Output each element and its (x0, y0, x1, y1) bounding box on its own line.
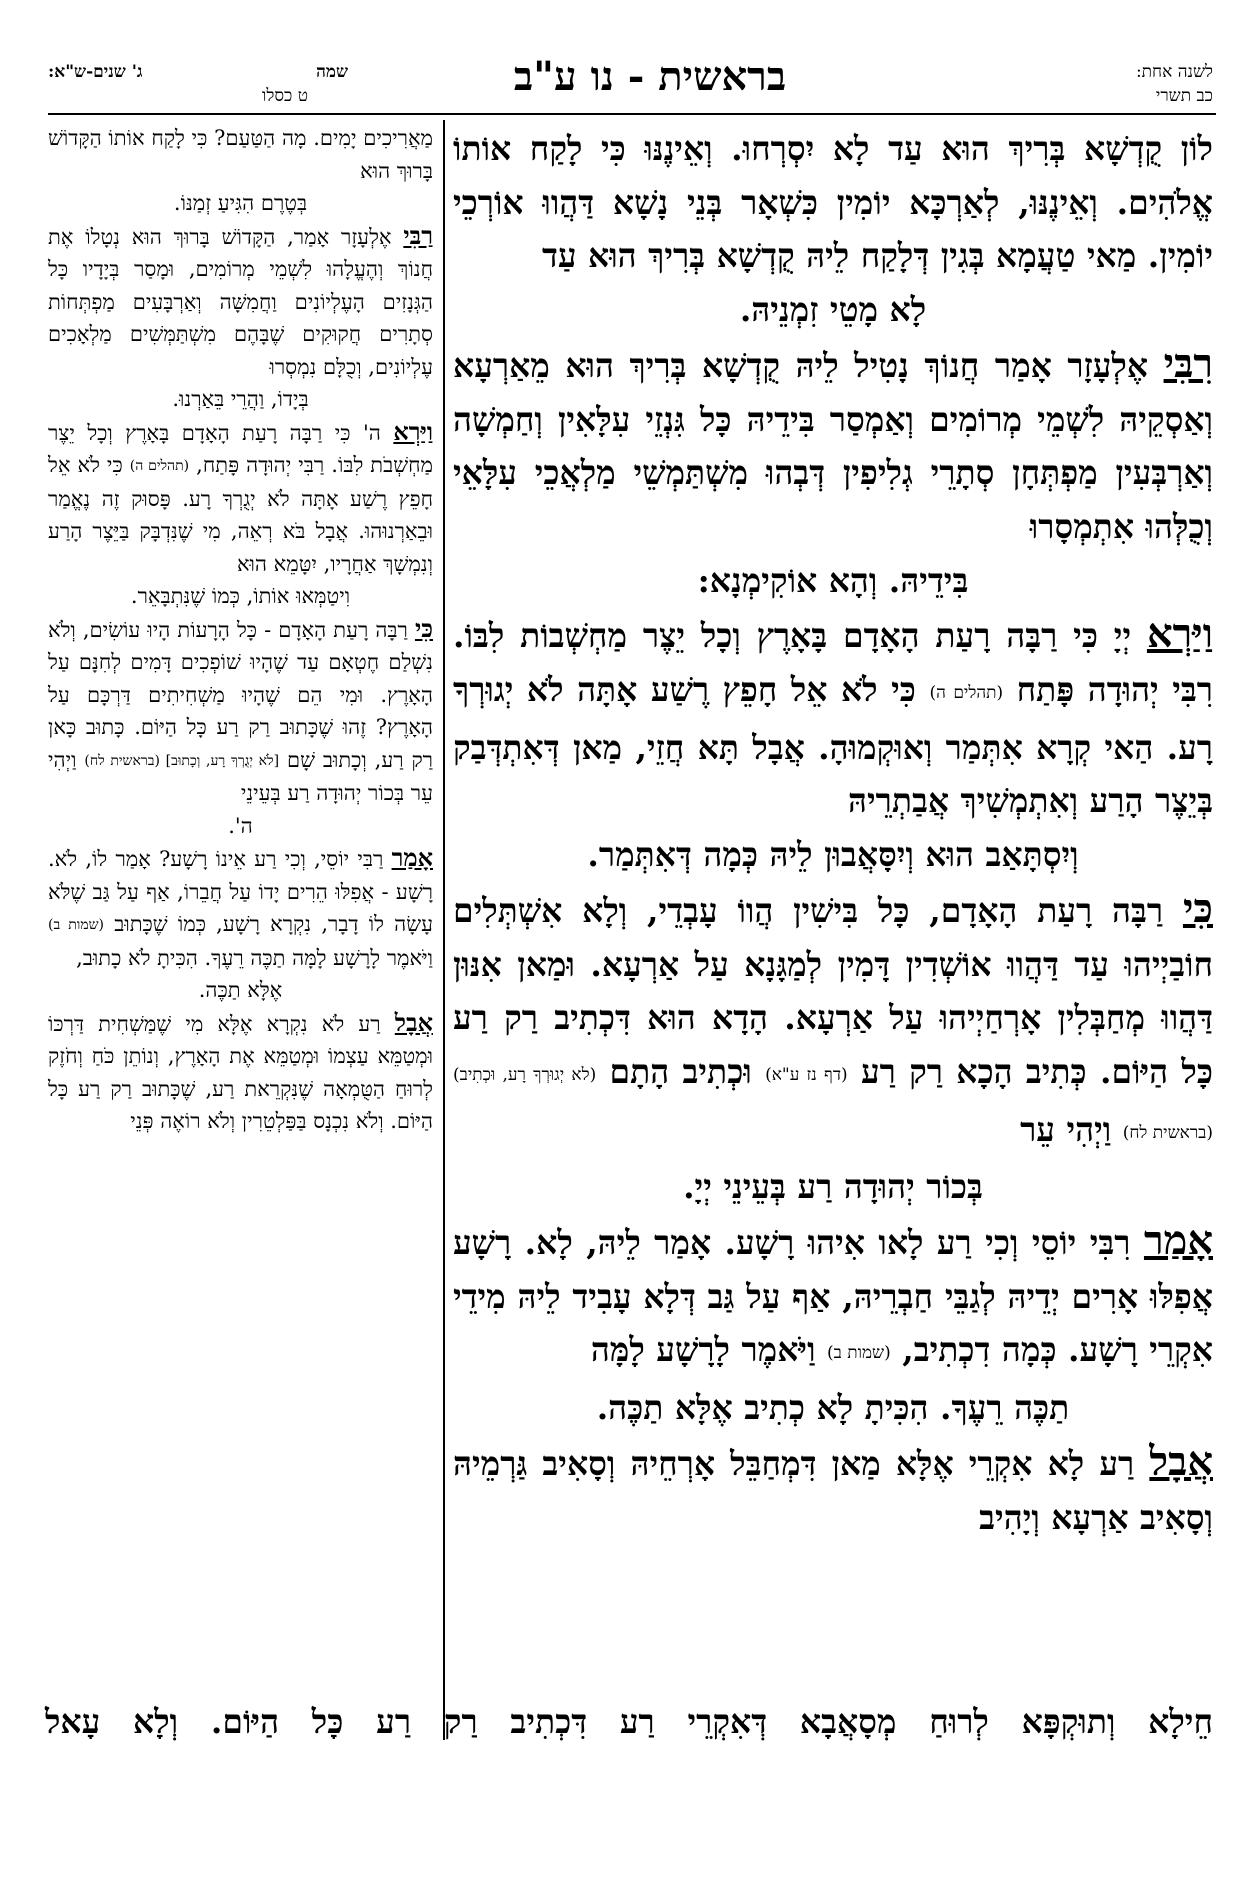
translation-text: וַיֹּאמֶר לָרָשָׁע לָמָּה תַכֶּה רֵעֶךָ. הִכִּיתָ לֹא כָתוּב, (76, 945, 433, 970)
translation-paragraph (48, 1007, 433, 1138)
translation-text: בְּיָדוֹ, וַהֲרֵי בֵּאַרְנוּ. (172, 387, 309, 411)
main-text: רִבִּי יוֹסֵי וְכִי רַע לָאו אִיהוּ רָשָׁע. אָמַר לֵיהּ, לָא. רָשָׁע אֲפִלּוּ אָרִים יְדֵיהּ לְגַבֵּי חַבְרֵיהּ, אַף עַל גַּב דְּלָא עָבִיד לֵיהּ מִידֵי אִקְרֵי רָשָׁע. כְּמָה דִכְתִיב, (453, 1223, 1213, 1370)
main-text: וּכְתִיב הָתָם (609, 1051, 752, 1091)
translation-text: ה'. (228, 813, 253, 838)
translation-text: וַיְהִי עֵר בְּכוֹר יְהוּדָה רַע בְּעֵינֵי (48, 747, 433, 805)
main-paragraph-end (453, 828, 1213, 882)
main-paragraph (453, 122, 1213, 283)
paragraph-lead-word: וַיַּרְא (393, 416, 433, 446)
main-text: רַבָּה רָעַת הָאָדָם, כָּל בִּישִׁין הֲווֹ עָבְדֵי, וְלָא אִשְׁתְּלִים חוֹבַיְיהוּ עַד דַּהֲווּ אוֹשְׁדִין דָּמִין לְמַגָּנָא עַל אַרְעָא. וּמַאן אִנּוּן דַּהֲווּ מְחַבְּלִין אָרְחַיְיהוּ עַל אַרְעָא. הָדָא הוּא דִּכְתִיב רַק רַע כָּל הַיּוֹם. כְּתִיב הָכָא רַק רַע (453, 890, 1213, 1091)
translation-paragraph-end (48, 187, 433, 220)
main-paragraph (453, 1435, 1213, 1544)
paragraph-lead-word: אָמַר (391, 843, 433, 872)
main-paragraph-end (453, 1160, 1213, 1214)
header-left-value: שמה (316, 62, 348, 82)
main-text: תַכֶּה רֵעֶךָ. הִכִּיתָ לָא כְתִיב אֶלָּא תַכֶּה. (596, 1388, 1070, 1428)
main-paragraph-end (453, 554, 1213, 608)
header-left-date: ט כסלו (262, 86, 308, 106)
translation-column (48, 122, 433, 1138)
paragraph-lead-word: כִּי (1182, 884, 1213, 932)
main-text-column (453, 122, 1213, 1544)
main-text: כִּי לֹא אֵל חָפֵץ רֶשַׁע אָתָּה לֹא יְגוּרְךָ רָע. הַאי קְרָא אִתְּמַר וְאוּקְמוּהָ. אֲבָל תָּא חֲזֵי, מַאן דְּאִתְדְּבַק בְּיֵצֶר הָרַע וְאִתְמְשִׁיךְ אֲבַתְרֵיהּ (453, 670, 1213, 821)
main-paragraph (453, 607, 1213, 828)
translation-paragraph-end (48, 383, 433, 416)
translation-text: אֶלְעָזָר אָמַר, הַקָּדוֹשׁ בָּרוּךְ הוּא נְטָלוֹ אֶת חֲנוֹךְ וְהֶעֱלָהוּ לִשְׁמֵי מְרוֹמִים, וּמָסַר בְּיָדָיו כָּל הַגְּנָזִים הָעֶלְיוֹנִים וַחֲמִשָּׁה וְאַרְבָּעִים מַפְתְּחוֹת סְתָרִים חֲקוּקִים שֶׁבָּהֶם מִשְׁתַּמְּשִׁים מַלְאָכִים עֶלְיוֹנִים, וְכֻלָּם נִמְסְרוּ (48, 224, 433, 379)
main-paragraph (453, 1214, 1213, 1381)
header-right-block (1013, 60, 1213, 108)
paragraph-lead-word: כִּי (414, 613, 433, 643)
paragraph-lead-word: רַבִּי (403, 220, 433, 250)
translation-text: רַבָּה רָעַת הָאָדָם - כָּל הָרָעוֹת הָיוּ עוֹשִׂים, וְלֹא נִשְׁלַם חֶטְאָם עַד שֶׁהָיוּ שׁוֹפְכִים דָּמִים לְחִנָּם עַל הָאָרֶץ. וּמִי הֵם שֶׁהָיוּ מַשְׁחִיתִים דַּרְכָּם עַל הָאָרֶץ? זֶהוּ שֶׁכָּתוּב רַק רַע כָּל הַיּוֹם. כָּתוּב כָּאן רַק רַע, וְכָתוּב שָׁם (48, 617, 433, 772)
header-right-date: כב תשרי (1155, 86, 1213, 106)
header-right-label: לשנה אחת: (1135, 62, 1213, 82)
column-divider (443, 120, 445, 1740)
main-paragraph (453, 882, 1213, 1161)
main-text: יְיָ כִּי רַבָּה רָעַת הָאָדָם בָּאָרֶץ וְכָל יֵצֶר מַחְשְׁבוֹת לִבּוֹ. רִבִּי יְהוּדָה פָּתַח (453, 616, 1213, 710)
main-text: רַע לָא אִקְרֵי אֶלָּא מַאן דִּמְחַבֵּל אָרְחֵיהּ וְסָאִיב גַּרְמֵיהּ וְסָאִיב אַרְעָא וְיָהִיב (453, 1443, 1213, 1537)
verse-reference: (לא יְגוּרְךָ רָע, וּכְתִיב) (בראשית לח) (453, 1064, 1213, 1143)
main-text: בִּידֵיהּ. וְהָא אוֹקִימְנָא: (697, 560, 969, 600)
translation-paragraph (48, 416, 433, 581)
main-text-continuation: חֵילָא וְתוּקְפָּא לְרוּחַ מְסָאֲבָא דְּאִקְרֵי רַע דִּכְתִיב רַק רַע כָּל הַיּוֹם. וְלָא עָאל (45, 1702, 1213, 1741)
main-text: וַיֹּאמֶר לָרָשָׁע לָמָּה (590, 1330, 816, 1370)
translation-text: רַבִּי יוֹסֵי, וְכִי רַע אֵינוֹ רָשָׁע? אָמַר לוֹ, לֹא. רָשָׁע - אֲפִלּוּ הֵרִים יָדוֹ עַל חֲבֵרוֹ, אַף עַל גַּב שֶׁלֹּא עָשָׂה לוֹ דָבָר, נִקְרָא רָשָׁע, כְּמוֹ שֶׁכָּתוּב (48, 847, 433, 936)
paragraph-lead-word: אֲבָל (1149, 1437, 1214, 1485)
translation-text: רַע לֹא נִקְרָא אֶלָּא מִי שֶׁמַּשְׁחִית דַּרְכּוֹ וּמְטַמֵּא עַצְמוֹ וּמְטַמֵּא אֶת הָאָרֶץ, וְנוֹתֵן כֹּחַ וְחֹזֶק לְרוּחַ הַטֻּמְאָה שֶׁנִּקְרֵאת רַע, שֶׁכָּתוּב רַק רַע כָּל הַיּוֹם. וְלֹא נִכְנָס בַּפַּלְטֵרִין וְלֹא רוֹאֶה פְּנֵי (48, 1011, 433, 1133)
translation-paragraph (48, 220, 433, 384)
translation-paragraph-end (48, 580, 433, 613)
translation-text: מַאֲרִיכִים יָמִים. מָה הַטַּעַם? כִּי לָקַח אוֹתוֹ הַקָּדוֹשׁ בָּרוּךְ הוּא (48, 126, 433, 183)
header-left-block (48, 60, 348, 108)
paragraph-lead-word: וַיַּרְא (1146, 610, 1213, 658)
header-left-label: ג' שנים-ש"א: (48, 62, 143, 82)
translation-text: וִיטַמְּאוּ אוֹתוֹ, כְּמוֹ שֶׁנִּתְבָּאֵר. (130, 584, 351, 608)
verse-reference: (שמות ב) (48, 917, 104, 933)
verse-reference: (דף נז ע"א) (765, 1064, 848, 1085)
main-text: וַיְהִי עֵר (1020, 1109, 1112, 1149)
header-divider (48, 113, 1216, 115)
main-paragraph-end (453, 1381, 1213, 1435)
translation-paragraph (48, 613, 433, 810)
main-text: בְּכוֹר יְהוּדָה רַע בְּעֵינֵי יְיָ. (683, 1167, 983, 1207)
translation-paragraph (48, 842, 433, 974)
translation-paragraph-end (48, 974, 433, 1007)
main-text: וְיִסְתָּאַב הוּא וְיִסָּאֲבוּן לֵיהּ כְּמָה דְּאִתְּמַר. (587, 835, 1079, 875)
paragraph-lead-word: אֲבָל (394, 1007, 433, 1037)
main-text: לוֹן קֻדְשָׁא בְּרִיךְ הוּא עַד לָא יִסְרְחוּ. וְאֵינֶנּוּ כִּי לָקַח אוֹתוֹ אֱלֹהִים. וְאֵינֶנּוּ, לְאַרְכָּא יוֹמִין כִּשְׁאָר בְּנֵי נָשָׁא דַּהֲווּ אוֹרְכֵי יוֹמִין. מַאי טַעֲמָא בְּגִין דְּלָקַח לֵיהּ קֻדְשָׁא בְּרִיךְ הוּא עַד (453, 129, 1213, 276)
translation-text: ה' כִּי רַבָּה רָעַת הָאָדָם בָּאָרֶץ וְכָל יֵצֶר מַחְשְׁבֹת לִבּוֹ. רַבִּי יְהוּדָה פָּתַח, (48, 420, 433, 477)
verse-reference: (תהלים ה) (129, 458, 190, 474)
translation-paragraph-end (48, 810, 433, 843)
main-text: לָא מָטֵי זִמְנֵיהּ. (739, 290, 927, 330)
verse-reference: [לֹא יְגֻרְךָ רָע, וְכָתוּב] (בראשית לח) (84, 752, 280, 769)
verse-reference: (שמות ב) (827, 1343, 891, 1364)
translation-paragraph (48, 122, 433, 187)
translation-text: אֶלָּא תַכֶּה. (198, 978, 283, 1002)
verse-reference: (תהלים ה) (929, 683, 1004, 704)
paragraph-lead-word: רִבִּי (1163, 339, 1213, 387)
translation-text: כִּי לֹא אֵל חָפֵץ רֶשַׁע אָתָּה לֹא יְגֻרְךָ רָע. פָּסוּק זֶה נֶאֱמַר וּבֵאַרְנוּהוּ. אֲבָל בֹּא רְאֵה, מִי שֶׁנִּדְבָּק בַּיֵּצֶר הָרַע וְנִמְשָׁךְ אַחֲרָיו, יִטָּמֵא הוּא (48, 453, 433, 576)
main-paragraph (453, 337, 1213, 554)
main-text: אֶלְעָזָר אָמַר חֲנוֹךְ נָטִיל לֵיהּ קֻדְשָׁא בְּרִיךְ הוּא מֵאַרְעָא וְאַסְקֵיהּ לִשְׁמֵי מְרוֹמִים וְאַמְסַר בִּידֵיהּ כָּל גִּנְזֵי עִלָּאִין וְחַמְשָׁה וְאַרְבְּעִין מַפְתְּחָן סְתָרֵי גְלִיפִין דְּבְהוּ מִשְׁתַּמְשֵׁי מַלְאֲכֵי עִלָּאֵי וְכֻלְּהוּ אִתְמְסָרוּ (453, 345, 1213, 546)
page-title: בראשית - נו ע"ב (513, 53, 787, 100)
paragraph-lead-word: אָמַר (1143, 1217, 1213, 1265)
translation-text: בְּטֶרֶם הִגִּיעַ זְמַנּוֹ. (173, 191, 308, 215)
main-paragraph-end (453, 283, 1213, 337)
